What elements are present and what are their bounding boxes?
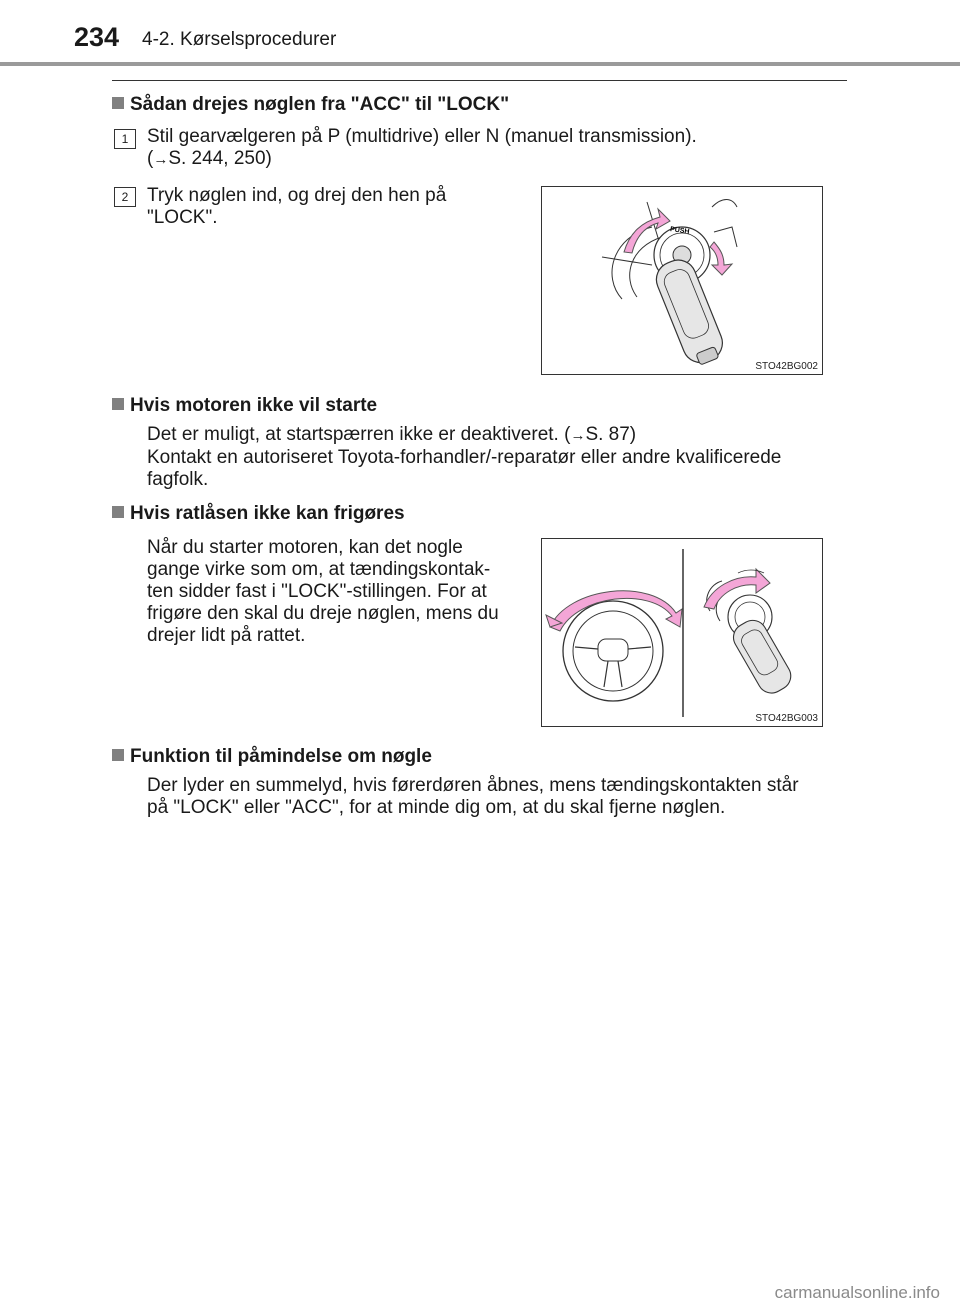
steering-line-5: drejer lidt på rattet. bbox=[147, 625, 306, 646]
engine-line-1 bbox=[147, 424, 841, 447]
push-label: PUSH bbox=[669, 226, 690, 236]
engine-not-start-text bbox=[147, 424, 841, 491]
step-number-1: 1 bbox=[114, 129, 136, 149]
step-1-line-1: Stil gearvælgeren på P (multidrive) eller N (manuel transmission). bbox=[147, 126, 697, 147]
watermark: carmanualsonline.info bbox=[774, 1283, 940, 1302]
steering-line-4: frigøre den skal du dreje nøglen, mens du bbox=[147, 603, 499, 624]
heading-text: Hvis motoren ikke vil starte bbox=[130, 395, 378, 416]
engine-line-2: Kontakt en autoriseret Toyota-forhandler/-reparatør eller andre kvalificerede bbox=[147, 447, 782, 468]
section-square-icon bbox=[112, 506, 124, 518]
page-number: 234 bbox=[74, 22, 120, 52]
reference-arrow-icon: → bbox=[153, 151, 169, 168]
page-reference: S. 87) bbox=[585, 424, 637, 445]
step-1-text bbox=[147, 126, 847, 171]
section-square-icon bbox=[112, 749, 124, 761]
section-square-icon bbox=[112, 97, 124, 109]
steering-line-3: ten sidder fast i "LOCK"-stillingen. For at bbox=[147, 581, 487, 602]
key-ignition-illustration bbox=[542, 187, 822, 374]
section-rule bbox=[112, 80, 847, 81]
section-heading-steering-lock bbox=[112, 503, 405, 525]
reference-arrow-icon: → bbox=[570, 427, 586, 444]
paren: ( bbox=[147, 148, 154, 169]
figure-steering-wheel-key bbox=[541, 538, 823, 727]
steering-lock-text bbox=[147, 537, 519, 647]
heading-text: Funktion til påmindelse om nøgle bbox=[130, 746, 432, 767]
step-1-line-2 bbox=[147, 148, 847, 171]
reminder-line-1: Der lyder en summelyd, hvis førerdøren åbnes, mens tændingskontakten står bbox=[147, 775, 799, 796]
reminder-line-2: på "LOCK" eller "ACC", for at minde dig om, at du skal fjerne nøglen. bbox=[147, 797, 726, 818]
steering-line-1: Når du starter motoren, kan det nogle bbox=[147, 537, 463, 558]
figure-code: STO42BG003 bbox=[755, 713, 818, 724]
figure-code: STO42BG002 bbox=[755, 361, 818, 372]
section-heading-engine-not-start bbox=[112, 395, 377, 417]
chapter-title: 4-2. Kørselsprocedurer bbox=[142, 29, 337, 50]
section-heading-key-reminder bbox=[112, 746, 432, 768]
section-square-icon bbox=[112, 398, 124, 410]
steering-wheel-illustration bbox=[542, 539, 822, 726]
page-reference: S. 244, 250) bbox=[168, 148, 272, 169]
key-reminder-text bbox=[147, 775, 847, 819]
step-2-text bbox=[147, 185, 519, 229]
heading-text: Sådan drejes nøglen fra "ACC" til "LOCK" bbox=[130, 94, 510, 115]
figure-key-turn-lock bbox=[541, 186, 823, 375]
heading-text: Hvis ratlåsen ikke kan frigøres bbox=[130, 503, 405, 524]
engine-line-1-text: Det er muligt, at startspærren ikke er deaktiveret. ( bbox=[147, 424, 571, 445]
engine-line-3: fagfolk. bbox=[147, 469, 209, 490]
step-number-2: 2 bbox=[114, 187, 136, 207]
step-2-line-1: Tryk nøglen ind, og drej den hen på bbox=[147, 185, 447, 206]
section-heading-acc-to-lock bbox=[112, 94, 509, 116]
step-2-line-2: "LOCK". bbox=[147, 207, 218, 228]
header-rule bbox=[0, 62, 960, 66]
steering-line-2: gange virke som om, at tændingskontak- bbox=[147, 559, 491, 580]
